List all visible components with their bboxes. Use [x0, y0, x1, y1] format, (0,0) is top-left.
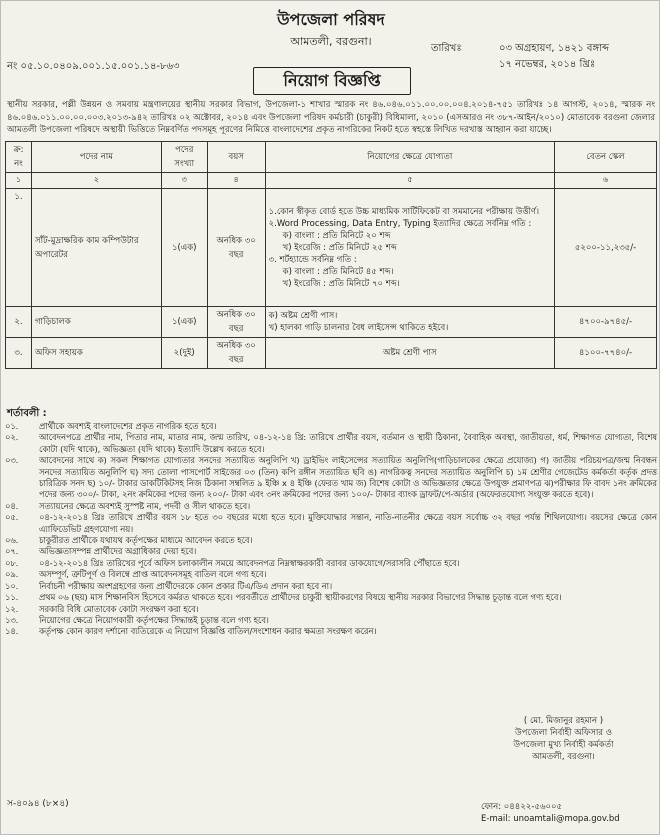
date-block: [431, 41, 609, 73]
condition-number: ০৮.: [5, 557, 19, 568]
condition-number: ০৩.: [5, 455, 19, 466]
condition-item: [5, 421, 657, 432]
row-qualification: অষ্টম শ্রেণী পাস: [265, 338, 554, 369]
col-header-post: পদের নাম: [31, 142, 161, 173]
qualification-line: ক) অষ্টম শ্রেণী পাস।: [268, 311, 338, 321]
qualification-line: খ) হালকা গাড়ি চালনার বৈধ লাইসেন্স থাকিতে হইবে।: [268, 323, 449, 333]
condition-text: আবেদনের সাথে ক) সকল শিক্ষাগত যোগ্যতার সনদের সত্যায়িত অনুলিপি খ) ড্রাইভিং লাইসেন্সের সত্যায়িত অনুলিপি(গাড়িচালকের ক্ষেত্রে প্রযোজ্য) গ) জাতীয় পরিচয়পত্র/জন্ম নিবন্ধন সনদের সত্যায়িত অনুলিপি ঘ) সদ্য তোলা পাসপোর্ট সাইজের ০৩ (তিন) কপি রঙ্গীন সত্যায়িত ছবি ঙ) নাগরিকত্ব সনদের সত্যায়িত অনুলিপি চ) ১ম শ্রেণীর গেজেটেড কর্মকর্তা কর্তৃক প্রদত্ত চারিত্রিক সনদ ছ) ১০/- টাকার ডাকটিকিটসহ নিজ ঠিকানা সম্বলিত ৯ ইঞ্চি x ৪ ইঞ্চি (ফেরত খাম জ) বিশেষ কোটা ও অভিজ্ঞতার ক্ষেত্রে উপযুক্ত প্রমাণপত্র ঝ)পরীক্ষার ফি বাবদ ১নং ক্রমিকের পদের জন্য ৩০০/- টাকা, ২নং ক্রমিকের পদের জন্য ২০০/- টাকা এবং ৩নং ক্রমিকের পদের জন্য ১০০/- টাকার ব্যাংক ড্রাফট/পে-অর্ডার (অফেরতযোগ্য সংযুক্ত করতে হবে)।: [39, 455, 657, 500]
date-bangla: ০৩ অগ্রহায়ণ, ১৪২১ বঙ্গাব্দ: [499, 43, 610, 54]
row-sl: ২.: [6, 307, 32, 338]
condition-item: [5, 546, 657, 557]
condition-number: ০২.: [5, 432, 19, 443]
conditions-list: [5, 421, 657, 638]
qualification-line: ক) বাংলা : প্রতি মিনিটে ৪৫ শব্দ।: [282, 266, 394, 277]
row-pay-scale: ৫২০০-১১,২৩৫/-: [555, 189, 657, 307]
col-number: ২: [31, 173, 161, 189]
condition-number: ১১.: [5, 592, 19, 603]
condition-item: [5, 615, 657, 626]
col-header-count: পদের সংখ্যা: [161, 142, 207, 173]
row-sl: ১.: [6, 189, 32, 307]
condition-number: ০৯.: [5, 569, 19, 580]
condition-item: [5, 592, 657, 603]
col-header-sl: ক্র: নং: [6, 142, 32, 173]
condition-text: নিয়োগের ক্ষেত্রে নিয়োগকারী কর্তৃপক্ষের সিদ্ধান্তই চূড়ান্ত বলে গণ্য হবে।: [39, 614, 269, 625]
row-post-name: গাড়িচালক: [31, 307, 161, 338]
conditions-title: শর্তাবলী :: [7, 408, 47, 419]
condition-number: ০৪.: [5, 500, 19, 511]
row-age: অনধিক ৩০ বছর: [207, 189, 265, 307]
col-number: ১: [6, 173, 32, 189]
condition-number: ০৬.: [5, 535, 19, 546]
row-qualification: [265, 307, 554, 338]
signatory-designation: উপজেলা মুখ্য নির্বাহী কর্মকর্তা: [513, 740, 614, 750]
row-post-name: অফিস সহায়ক: [31, 338, 161, 369]
col-header-qualification: নিয়োগের ক্ষেত্রে যোগ্যতা: [265, 142, 554, 173]
condition-text: কর্তৃপক্ষ কোন কারণ দর্শানো ব্যতিরেকে এ নিয়োগ বিজ্ঞপ্তি বাতিল/সংশোধন করার ক্ষমতা সংরক্ষণ করেন।: [39, 626, 377, 637]
office-location: আমতলী, বরগুনা।: [290, 35, 372, 48]
condition-text: সত্যায়নের ক্ষেত্রে অবশ্যই সুস্পষ্ট নাম, পদবী ও সীল থাকতে হবে।: [39, 500, 251, 511]
condition-number: ০৫.: [5, 512, 19, 523]
signatory-name: ( মো. মিজানুর রহমান ): [523, 716, 604, 726]
intro-paragraph: স্থানীয় সরকার, পল্লী উন্নয়ন ও সমবায় মন্ত্রণালয়ের স্থানীয় সরকার বিভাগ, উপজেলা-১ শাখার স্মারক নং ৪৬.০৪৬.০১১.০০.০০.০০৪.২০১৪-৭৫১ তারিখঃ ১৪ আগস্ট, ২০১৪, স্মারক নং ৪৬.০৪৬.০১১.০০.০০.০০৩.২০১৩-৯৪২ তারিখঃ ০২ অক্টোবর, ২০১৪ এবং উপজেলা পরিষদ কর্মচারী (চাকুরী) বিধিমালা, ২০১০ (এসআরও নং ৩৮৭-আইন/২০১০) মোতাবেক বরগুনা জেলার আমতলী উপজেলা পরিষদে অস্থায়ী ভিত্তিতে নিম্নবর্ণিত পদসমূহ পূরণের নিমিত্তে বাংলাদেশের প্রকৃত নাগরিকের নিকট হতে স্বহস্তে লিখিত দরখাস্ত আহ্বান করা যাচ্ছে।: [7, 100, 655, 136]
row-age: অনধিক ৩০ বছর: [207, 307, 265, 338]
condition-text: নির্বাচনী পরীক্ষায় অংশগ্রহণের জন্য প্রার্থীদেরকে কোন প্রকার টিএ/ডিএ প্রদান করা হবে না।: [39, 580, 333, 591]
row-count: ১(এক): [161, 189, 207, 307]
condition-text: আবেদনপত্রে প্রার্থীর নাম, পিতার নাম, মাতার নাম, জন্ম তারিখ, ০৪-১২-১৪ খ্রি: তারিখে প্রার্থীর বয়স, বর্তমান ও স্থায়ী ঠিকানা, বৈবাহিক অবস্থা, জাতীয়তা, ধর্ম, শিক্ষাগত যোগ্যতা, বিশেষ কোটা (যদি থাকে), অভিজ্ঞতা (যদি থাকে) ইত্যাদি উল্লেখ করতে হবে।: [39, 432, 657, 454]
signatory-designation: উপজেলা নির্বাহী অফিসার ও: [515, 728, 612, 738]
publication-code: স-৪০৯৪ (৮×৪): [7, 799, 69, 809]
condition-item: [5, 512, 657, 535]
row-pay-scale: ৪৭০০-৯৭৪৫/-: [555, 307, 657, 338]
condition-number: ০৭.: [5, 546, 19, 557]
qualification-line: খ) ইংরেজি : প্রতি মিনিটে ২৫ শব্দ: [282, 242, 397, 253]
row-qualification: [265, 189, 554, 307]
row-age: অনধিক ৩০ বছর: [207, 338, 265, 369]
condition-number: ১২.: [5, 603, 19, 614]
col-header-age: বয়স: [207, 142, 265, 173]
date-label: তারিখঃ: [431, 43, 462, 54]
col-number: ৫: [265, 173, 554, 189]
date-english: ১৭ নভেম্বর, ২০১৪ খ্রিঃ: [499, 59, 596, 70]
condition-item: [5, 581, 657, 592]
col-number: ৩: [161, 173, 207, 189]
row-count: ১(এক): [161, 307, 207, 338]
email-address: E-mail: unoamtali@mopa.gov.bd: [481, 814, 620, 824]
row-sl: ৩.: [6, 338, 32, 369]
signatory-location: আমতলী, বরগুনা।: [532, 752, 595, 762]
condition-number: ১০.: [5, 580, 19, 591]
table-row: [6, 338, 657, 369]
table-header-row: [6, 142, 657, 173]
condition-text: অভিজ্ঞতাসম্পন্ন প্রার্থীদের অগ্রাধিকার দেয়া হবে।: [39, 546, 197, 557]
condition-number: ০১.: [5, 421, 19, 431]
column-number-row: [6, 173, 657, 189]
qualification-line: ৩. শর্টহ্যান্ডে সর্বনিম্ন গতি :: [268, 254, 357, 265]
condition-text: প্রথম ০৬ (ছয়) মাস শিক্ষানবিস হিসেবে কর্মরত থাকতে হবে। পরবর্তীতে প্রার্থীদের চাকুরী স্থায়ীকরণের বিষয়ে স্থানীয় সরকার বিভাগের সিদ্ধান্ত চূড়ান্ত বলে গণ্য হবে।: [39, 592, 562, 603]
condition-text: ০৪-১২-২০১৪ খ্রিঃ তারিখের পূর্বে অফিস চলাকালীন সময়ে আবেদনপত্র নিম্নস্বাক্ষরকারী বরাবর ডাকযোগে/সরাসরি পৌঁছাতে হবে।: [39, 557, 460, 568]
condition-text: অসম্পূর্ণ, ত্রুটিপূর্ণ ও বিলম্বে প্রাপ্ত আবেদনসমূহ বাতিল বলে গণ্য হবে।: [39, 569, 267, 580]
row-post-name: সাঁট-মুদ্রাক্ষরিক কাম কম্পিউটার অপারেটর: [31, 189, 161, 307]
condition-text: চাকুরীরত প্রার্থীকে যথাযথ কর্তৃপক্ষের মাধ্যমে আবেদন করতে হবে।: [39, 535, 253, 546]
condition-item: [5, 569, 657, 580]
condition-number: ১৪.: [5, 626, 19, 637]
qualification-line: ১.কোন স্বীকৃত বোর্ড হতে উচ্চ মাধ্যমিক সার্টিফিকেট বা সমমানের পরীক্ষায় উত্তীর্ণ।: [268, 206, 540, 217]
row-pay-scale: ৪১০০-৭৭৪০/-: [555, 338, 657, 369]
condition-item: [5, 455, 657, 501]
condition-item: [5, 432, 657, 455]
phone-number: ফোন: ০৪৪২২-৫৬০০৫: [481, 802, 563, 812]
condition-item: [5, 558, 657, 569]
qualification-line: ২.Word Processing, Data Entry, Typing ইত্যাদির ক্ষেত্রে সর্বনিম্ন গতি :: [268, 218, 532, 229]
qualification-line: ক) বাংলা : প্রতি মিনিটে ২০ শব্দ: [282, 230, 391, 241]
table-row: [6, 307, 657, 338]
col-number: ৪: [207, 173, 265, 189]
condition-text: সরকারি বিধি মোতাবেক কোটা সংরক্ষণ করা হবে।: [39, 603, 199, 614]
condition-text: প্রার্থীকে অবশ্যই বাংলাদেশের প্রকৃত নাগরিক হতে হবে।: [39, 421, 217, 431]
office-title: উপজেলা পরিষদ: [277, 10, 385, 29]
table-row: [6, 189, 657, 307]
posts-table: [5, 141, 657, 369]
condition-item: [5, 535, 657, 546]
col-number: ৬: [555, 173, 657, 189]
condition-number: ১৩.: [5, 614, 19, 625]
row-count: ২(দুই): [161, 338, 207, 369]
qualification-line: খ) ইংরেজি : প্রতি মিনিটে ৭০ শব্দ।: [282, 278, 400, 289]
condition-text: ০৪-১২-২০১৪ খ্রিঃ তারিখে প্রার্থীর বয়স ১৮ হতে ৩০ বছরের মধ্যে হতে হবে। মুক্তিযোদ্ধার সন্তান, নাতি-নাতনীর ক্ষেত্রে বয়স সর্বোচ্চ ৩২ বছর পর্যন্ত শিথিলযোগ্য। বয়সের ক্ষেত্রে কোন এ্যাফিডেভিট গ্রহণযোগ্য নয়।: [39, 512, 657, 534]
signature-block: [471, 715, 656, 763]
memo-number: নং ০৫.১০.০৪০৯.০০১.১৫.০০১.১৪-৮৬৩: [7, 61, 180, 72]
contact-block: [481, 801, 651, 825]
col-header-scale: বেতন স্কেল: [555, 142, 657, 173]
condition-item: [5, 626, 657, 637]
condition-item: [5, 604, 657, 615]
notice-title: নিয়োগ বিজ্ঞপ্তি: [253, 67, 411, 95]
condition-item: [5, 501, 657, 512]
